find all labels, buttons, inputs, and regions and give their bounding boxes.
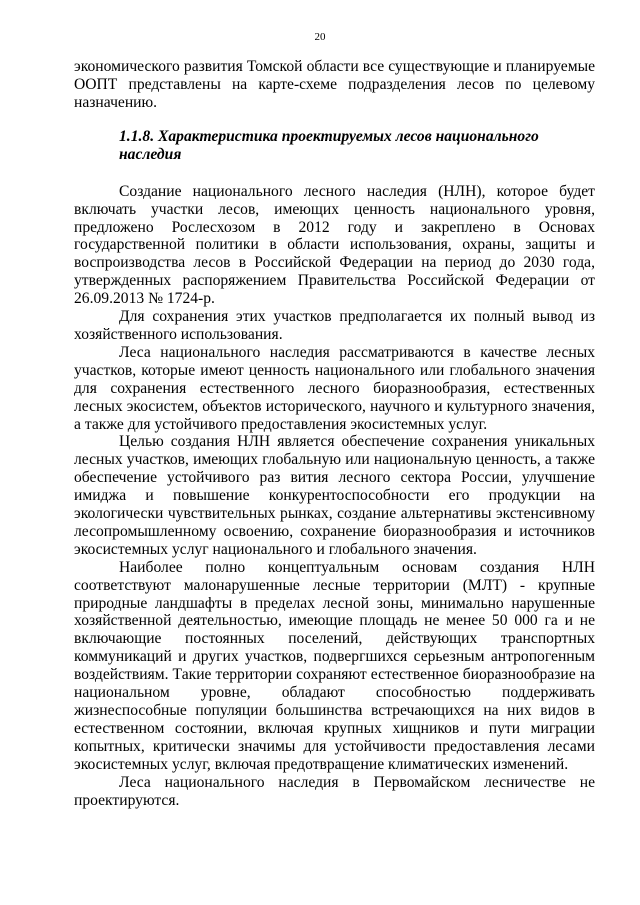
page-content — [74, 58, 595, 809]
paragraph-definition: Леса национального наследия рассматриваются в качестве лесных участков, которые имеют ценность национального или глобального значения для сохранения естественного лесного биоразнообразия, естественных лесных экосистем, объектов исторического, научного и культурного значения, а также для устойчивого предоставления экосистемных услуг. — [74, 343, 595, 433]
page-number: 20 — [314, 31, 326, 43]
paragraph-mlt: Наиболее полно концептуальным основам создания НЛН соответствуют малонарушенные лесные территории (МЛТ) - крупные природные ландшафты в пределах лесной зоны, минимально нарушенные хозяйственной деятельностью, имеющие площадь не менее 50 000 га и не включающие постоянных поселений, действующих транспортных коммуникаций и других участков, подвергшихся серьезным антропогенным воздействиям. Такие территории сохраняют естественное биоразнообразие на национальном уровне, обладают способностью поддерживать жизнеспособные популяции большинства встречающихся на них видов в естественном состоянии, включая крупных хищников и пути миграции копытных, критически значимы для устойчивости предоставления лесами экосистемных услуг, включая предотвращение климатических изменений. — [74, 558, 595, 773]
paragraph-withdrawal: Для сохранения этих участков предполагается их полный вывод из хозяйственного использования. — [74, 308, 595, 343]
paragraph-nln-creation: Создание национального лесного наследия (НЛН), которое будет включать участки лесов, имеющих ценность национального уровня, предложено Рослесхозом в 2012 году и закреплено в Основах государственной политики в области использования, охраны, защиты и воспроизводства лесов в Российской Федерации на период до 2030 года, утвержденных распоряжением Правительства Российской Федерации от 26.09.2013 № 1724-р. — [74, 182, 595, 308]
intro-paragraph: экономического развития Томской области все существующие и планируемые ООПТ представлены на карте-схеме подразделения лесов по целевому назначению. — [74, 58, 595, 111]
section-heading: 1.1.8. Характеристика проектируемых лесов национального наследия — [119, 127, 539, 163]
paragraph-conclusion: Леса национального наследия в Первомайском лесничестве не проектируются. — [74, 773, 595, 809]
paragraph-goals: Целью создания НЛН является обеспечение сохранения уникальных лесных участков, имеющих глобальную или национальную ценность, а также обеспечение устойчивого раз вития лесного сектора России, улучшение имиджа и повышение конкурентоспособности его продукции на экологически чувствительных рынках, создание альтернативы экстенсивному лесопромышленному освоению, сохранение биоразнообразия и источников экосистемных услуг национального и глобального значения. — [74, 433, 595, 558]
